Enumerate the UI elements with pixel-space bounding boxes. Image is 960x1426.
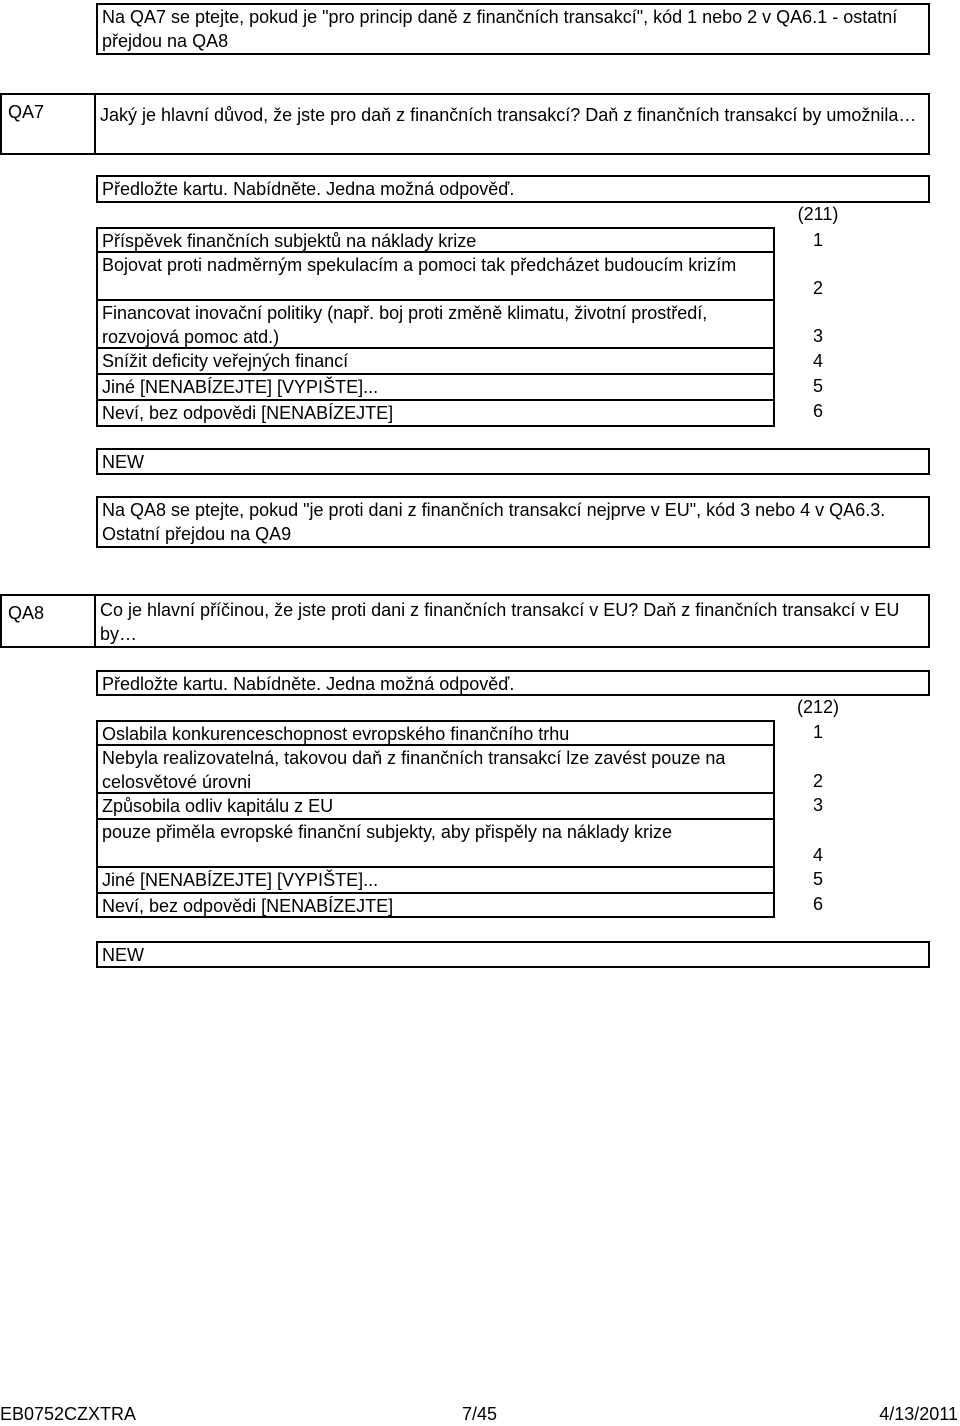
column-code-qa8: (212) <box>796 697 840 717</box>
answer-label: Bojovat proti nadměrným spekulacím a pomoci tak předcházet budoucím krizím <box>102 255 737 275</box>
answer-row-qa8-6 <box>96 892 775 918</box>
answer-label: Nebyla realizovatelná, takovou daň z finančních transakcí lze zavést pouze na celosvětové úrovni <box>102 748 726 792</box>
answer-row-qa8-3 <box>96 792 775 820</box>
answer-row-qa7-2 <box>96 251 775 301</box>
answer-row-qa8-1 <box>96 720 775 746</box>
answer-label: Jiné [NENABÍZEJTE] [VYPIŠTE]... <box>102 377 379 397</box>
question-code-box-qa8 <box>0 594 96 648</box>
answer-code: 1 <box>812 230 823 250</box>
answer-label: Jiné [NENABÍZEJTE] [VYPIŠTE]... <box>102 870 379 890</box>
answer-label: Oslabila konkurenceschopnost evropského finančního trhu <box>102 724 570 744</box>
routing-note-qa8 <box>96 496 930 548</box>
question-text-qa7: Jaký je hlavní důvod, že jste pro daň z finančních transakcí? Daň z finančních transakcí by umožnila… <box>100 105 917 125</box>
answer-code: 4 <box>812 845 823 865</box>
question-box-qa8 <box>94 594 930 648</box>
answer-row-qa7-6 <box>96 399 775 427</box>
answer-label: Snížit deficity veřejných financí <box>102 351 349 371</box>
answer-label: Financovat inovační politiky (např. boj proti změně klimatu, životní prostředí, rozvojová pomoc atd.) <box>102 303 708 347</box>
answer-label: Neví, bez odpovědi [NENABÍZEJTE] <box>102 403 394 423</box>
answer-code: 1 <box>812 722 823 742</box>
new-tag-qa8: NEW <box>102 945 144 965</box>
answer-code: 2 <box>812 771 823 791</box>
answer-code: 3 <box>812 326 823 346</box>
column-code-qa7: (211) <box>797 204 839 224</box>
footer-doc-id: EB0752CZXTRA <box>0 1404 137 1424</box>
answer-row-qa8-2 <box>96 744 775 794</box>
routing-text-qa8: Na QA8 se ptejte, pokud "je proti dani z finančních transakcí nejprve v EU", kód 3 nebo 4 v QA6.3. Ostatní přejdou na QA9 <box>102 500 886 544</box>
question-text-qa8: Co je hlavní příčinou, že jste proti dani z finančních transakcí v EU? Daň z finančních transakcí v EU by… <box>100 600 900 644</box>
question-code-qa7: QA7 <box>8 102 45 122</box>
answer-code: 3 <box>812 795 823 815</box>
instruction-box-qa8 <box>96 670 930 696</box>
answer-row-qa8-5 <box>96 866 775 894</box>
answer-code: 2 <box>812 278 823 298</box>
answer-code: 6 <box>812 894 823 914</box>
answer-code: 6 <box>812 401 823 421</box>
answer-row-qa7-4 <box>96 347 775 375</box>
new-tag-box-qa8 <box>96 941 930 968</box>
answer-row-qa7-3 <box>96 299 775 349</box>
answer-label: Příspěvek finančních subjektů na náklady krize <box>102 231 477 251</box>
answer-row-qa7-1 <box>96 227 775 253</box>
answer-code: 4 <box>812 351 823 371</box>
answer-row-qa8-4 <box>96 818 775 868</box>
footer-date: 4/13/2011 <box>879 1404 958 1424</box>
question-box-qa7 <box>94 93 930 155</box>
question-code-box-qa7 <box>0 93 96 155</box>
routing-note-qa7 <box>96 3 930 55</box>
new-tag-box-qa7 <box>96 448 930 475</box>
question-code-qa8: QA8 <box>8 603 45 623</box>
instruction-text-qa8: Předložte kartu. Nabídněte. Jedna možná odpověď. <box>102 674 515 694</box>
new-tag-qa7: NEW <box>102 452 144 472</box>
answer-code: 5 <box>812 869 823 889</box>
routing-text-qa7: Na QA7 se ptejte, pokud je "pro princip daně z finančních transakcí", kód 1 nebo 2 v QA6.1 - ostatní přejdou na QA8 <box>102 7 898 51</box>
answer-code: 5 <box>812 376 823 396</box>
answer-label: pouze přiměla evropské finanční subjekty, aby přispěly na náklady krize <box>102 822 672 842</box>
answer-row-qa7-5 <box>96 373 775 401</box>
answer-label: Neví, bez odpovědi [NENABÍZEJTE] <box>102 896 394 916</box>
instruction-box-qa7 <box>96 175 930 203</box>
footer-page-number: 7/45 <box>462 1404 498 1424</box>
answer-label: Způsobila odliv kapitálu z EU <box>102 796 334 816</box>
instruction-text-qa7: Předložte kartu. Nabídněte. Jedna možná odpověď. <box>102 179 515 199</box>
